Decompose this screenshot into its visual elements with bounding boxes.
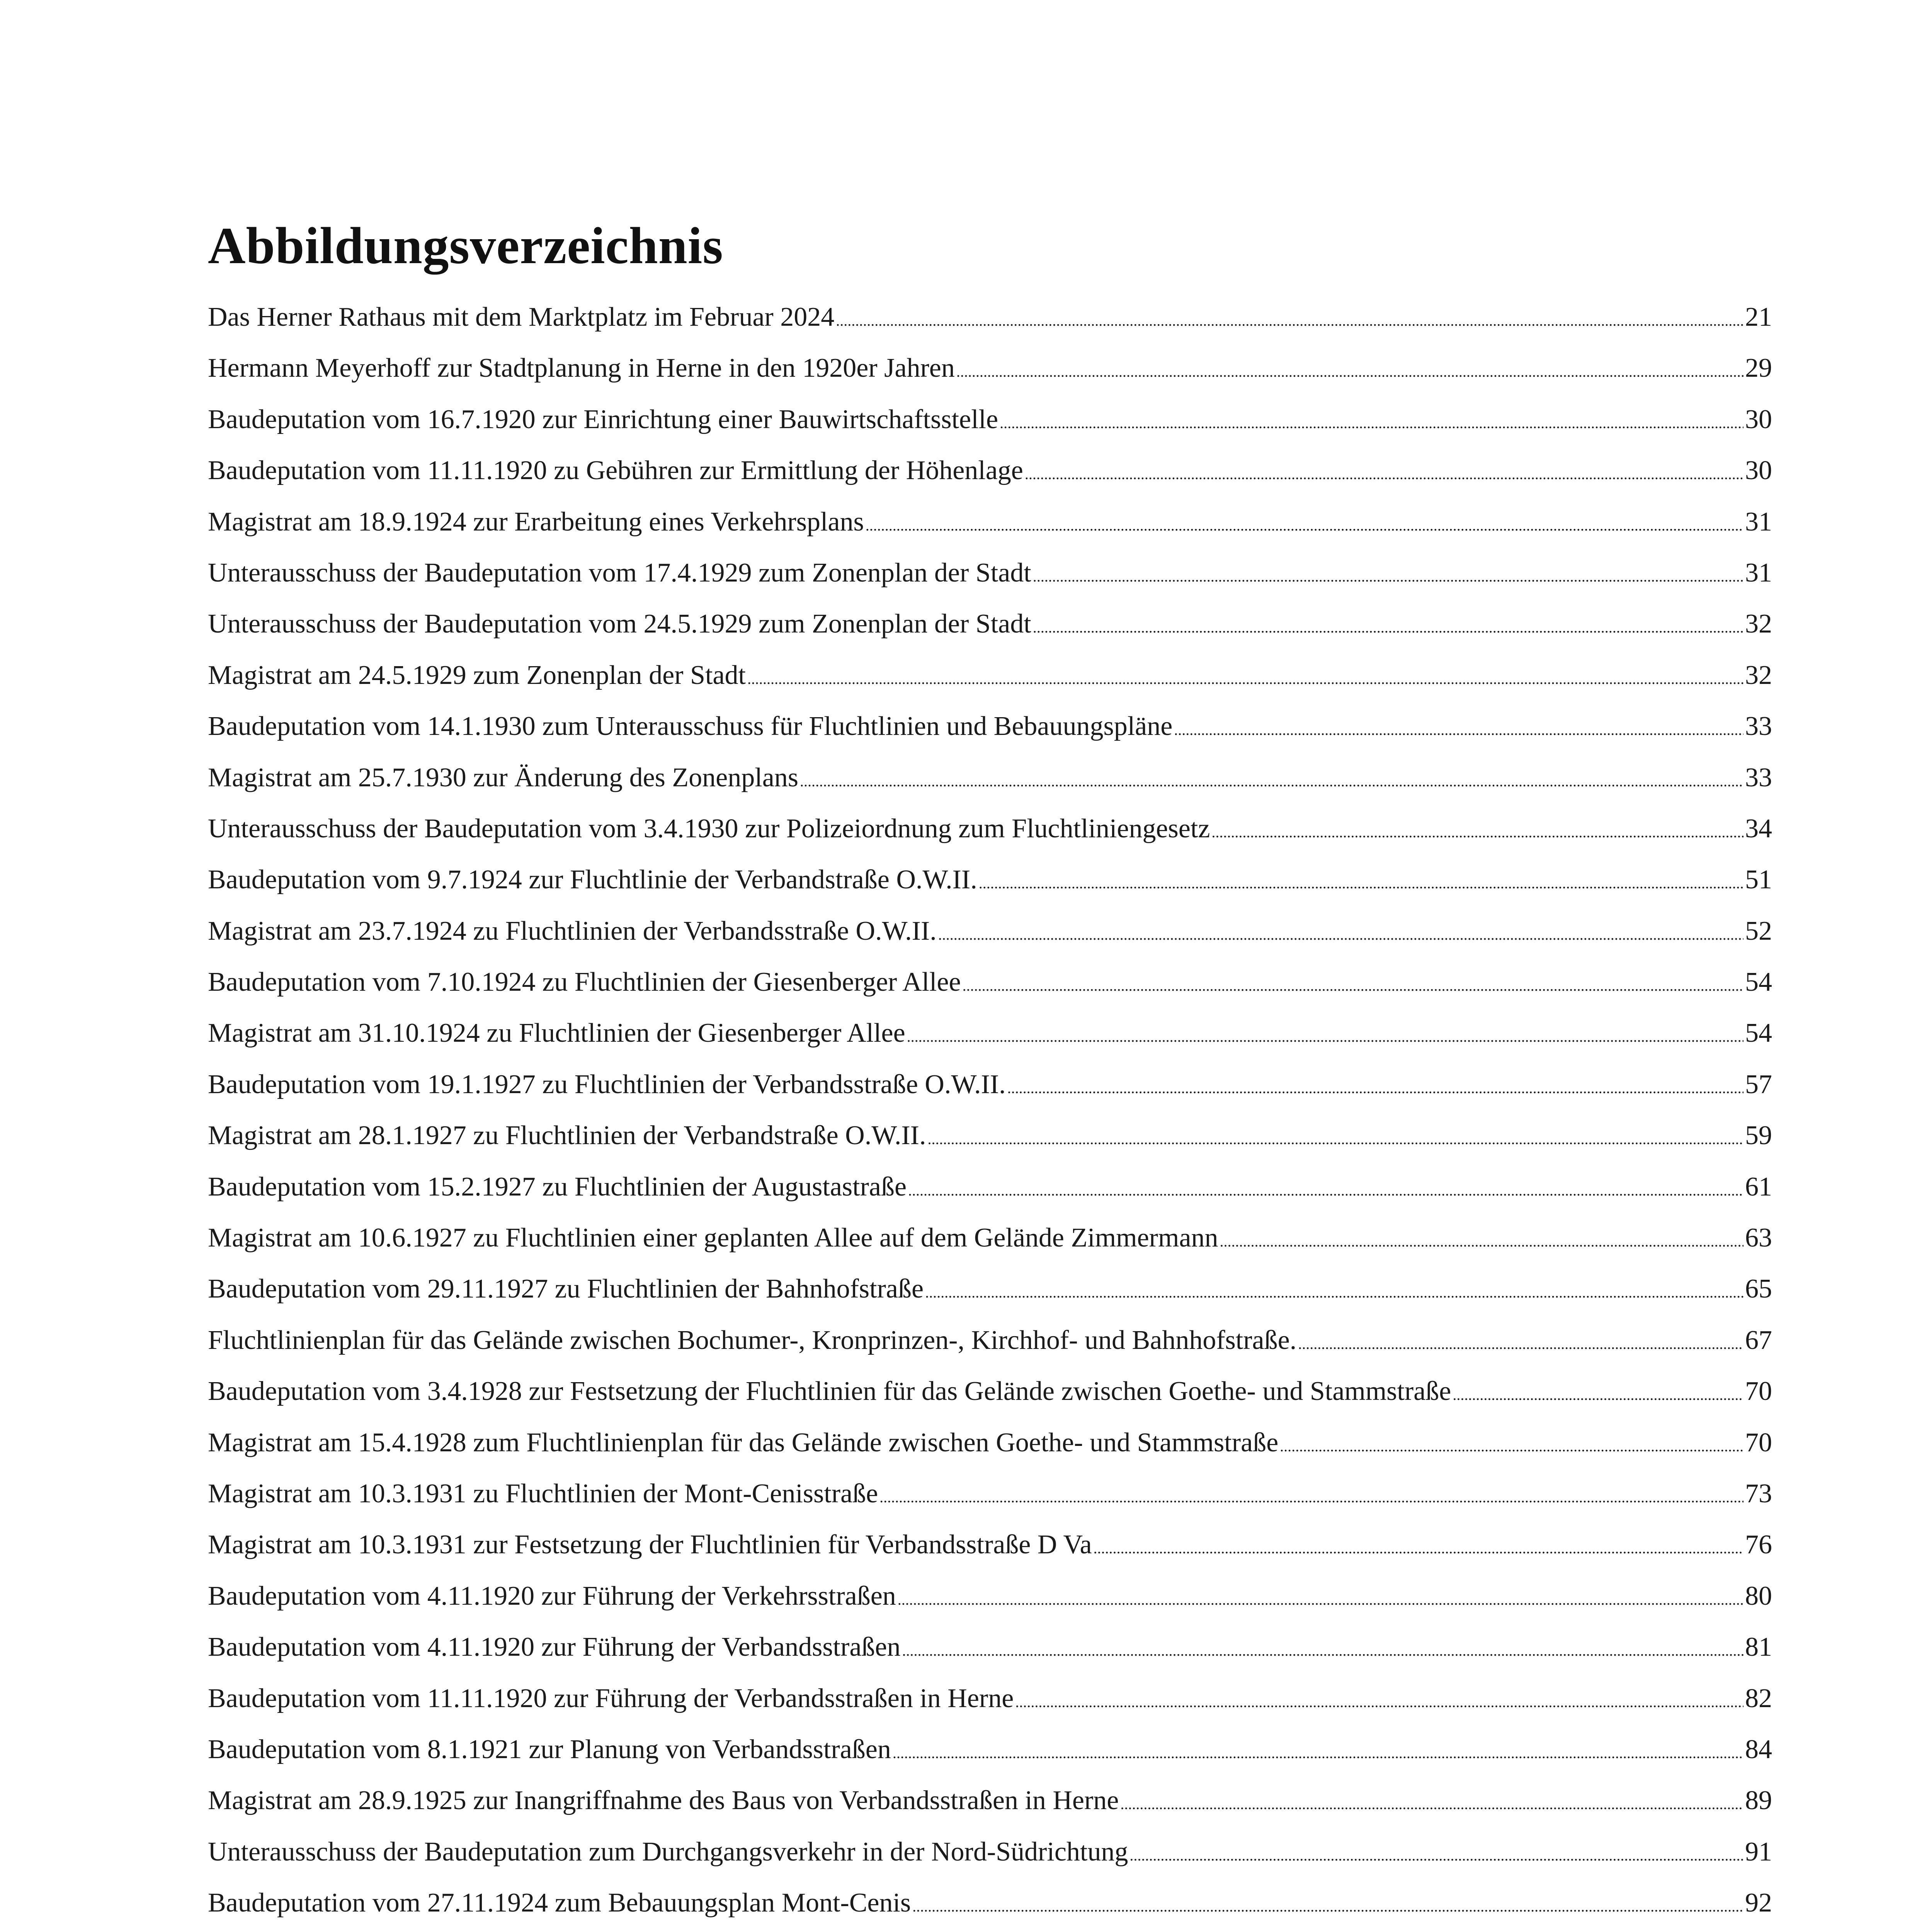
page-number: 91 — [1745, 1837, 1772, 1867]
figure-list-entry[interactable] — [208, 1366, 1772, 1417]
dot-leader — [1094, 1541, 1744, 1556]
dot-leader — [1453, 1387, 1744, 1403]
figure-caption: Baudeputation vom 4.11.1920 zur Führung der Verbandsstraßen — [208, 1632, 901, 1662]
page-number: 73 — [1745, 1478, 1772, 1509]
dot-leader — [1129, 1848, 1744, 1863]
dot-leader — [979, 876, 1744, 891]
figure-caption: Magistrat am 10.6.1927 zu Fluchtlinien einer geplanten Allee auf dem Gelände Zimmermann — [208, 1223, 1218, 1253]
figure-list-entry[interactable] — [208, 906, 1772, 957]
figure-list-entry[interactable] — [208, 854, 1772, 905]
figure-list-entry[interactable] — [208, 1878, 1772, 1929]
figure-caption: Baudeputation vom 11.11.1920 zur Führung der Verbandsstraßen in Herne — [208, 1683, 1014, 1713]
page-number: 84 — [1745, 1734, 1772, 1764]
dot-leader — [1015, 1694, 1744, 1710]
figure-caption: Baudeputation vom 11.11.1920 zu Gebühren zur Ermittlung der Höhenlage — [208, 456, 1023, 486]
figure-list-entry[interactable] — [208, 445, 1772, 496]
figure-list-entry[interactable] — [208, 1008, 1772, 1059]
figure-caption: Magistrat am 18.9.1924 zur Erarbeitung eines Verkehrsplans — [208, 507, 864, 537]
figure-list-entry[interactable] — [208, 650, 1772, 701]
page-number — [1745, 1929, 1772, 1932]
dot-leader — [800, 774, 1744, 789]
dot-leader — [893, 1745, 1744, 1761]
dot-leader — [1280, 1439, 1744, 1454]
page-number: 33 — [1745, 762, 1772, 793]
figure-caption: Unterausschuss der Baudeputation vom 24.5.1929 zum Zonenplan der Stadt — [208, 609, 1031, 639]
figure-list-entry[interactable] — [208, 803, 1772, 854]
figure-caption: Magistrat am 28.9.1925 zur Inangriffnahme des Baus von Verbandsstraßen in Herne — [208, 1786, 1119, 1816]
figure-list-entry[interactable] — [208, 1417, 1772, 1468]
dot-leader — [747, 671, 1744, 687]
figure-list-entry[interactable] — [208, 1724, 1772, 1775]
dot-leader — [1211, 825, 1744, 840]
page-number: 65 — [1745, 1274, 1772, 1304]
page-number: 81 — [1745, 1632, 1772, 1662]
figure-list-entry[interactable] — [208, 1827, 1772, 1878]
page-number: 34 — [1745, 813, 1772, 844]
figure-caption: Magistrat am 31.10.1924 zu Fluchtlinien der Giesenberger Allee — [208, 1018, 905, 1048]
dot-leader — [1007, 1080, 1744, 1096]
dot-leader — [963, 978, 1744, 993]
page-number: 52 — [1745, 916, 1772, 946]
dot-leader — [1174, 722, 1744, 738]
dot-leader — [1220, 1234, 1744, 1249]
figure-list-entry[interactable] — [208, 394, 1772, 445]
figure-caption: Das Herner Rathaus mit dem Marktplatz im Februar 2024 — [208, 302, 835, 332]
figure-caption: Magistrat am 25.7.1930 zur Änderung des Zonenplans — [208, 762, 799, 793]
figure-list-entry[interactable] — [208, 548, 1772, 599]
figure-caption: Magistrat am 24.5.1929 zum Zonenplan der Stadt — [208, 660, 746, 690]
figure-list-entry[interactable] — [208, 957, 1772, 1008]
figure-caption: Magistrat am 10.3.1931 zur Festsetzung der Fluchtlinien für Verbandsstraße D Va — [208, 1530, 1092, 1560]
figure-list-entry[interactable] — [208, 1213, 1772, 1264]
page-number: 30 — [1745, 404, 1772, 434]
figure-list-entry[interactable] — [208, 1468, 1772, 1519]
figure-caption: Baudeputation vom 9.7.1924 zur Fluchtlinie der Verbandstraße O.W.II. — [208, 865, 977, 895]
dot-leader — [898, 1592, 1744, 1607]
figure-caption: Baudeputation vom 4.11.1920 zur Führung der Verkehrsstraßen — [208, 1581, 896, 1611]
figure-caption: Unterausschuss der Baudeputation zum Durchgangsverkehr in der Nord-Südrichtung — [208, 1837, 1128, 1867]
page-number: 61 — [1745, 1172, 1772, 1202]
figure-caption: Baudeputation vom 19.1.1927 zu Fluchtlinien der Verbandsstraße O.W.II. — [208, 1069, 1006, 1099]
dot-leader — [1033, 620, 1744, 635]
page-number: 54 — [1745, 1018, 1772, 1048]
dot-leader — [907, 1029, 1744, 1044]
dot-leader — [1298, 1336, 1744, 1352]
figure-caption: Magistrat am 10.3.1931 zu Fluchtlinien der Mont-Cenisstraße — [208, 1478, 878, 1509]
figure-caption: Baudeputation vom 8.1.1921 zur Planung von Verbandsstraßen — [208, 1734, 891, 1764]
page-number: 92 — [1745, 1888, 1772, 1918]
figure-caption — [208, 1929, 1129, 1932]
page-number: 32 — [1745, 609, 1772, 639]
figure-caption: Baudeputation vom 27.11.1924 zum Bebauungsplan Mont-Cenis — [208, 1888, 911, 1918]
page-number: 89 — [1745, 1786, 1772, 1816]
dot-leader — [879, 1490, 1744, 1505]
figure-list-entry[interactable] — [208, 497, 1772, 548]
dot-leader — [908, 1183, 1744, 1198]
dot-leader — [1120, 1796, 1744, 1812]
figure-list-entry[interactable] — [208, 292, 1772, 343]
figure-caption: Baudeputation vom 14.1.1930 zum Unterausschuss für Fluchtlinien und Bebauungspläne — [208, 711, 1173, 742]
page-number: 70 — [1745, 1427, 1772, 1458]
dot-leader — [928, 1131, 1744, 1147]
figure-caption: Baudeputation vom 15.2.1927 zu Fluchtlinien der Augustastraße — [208, 1172, 907, 1202]
page-number: 31 — [1745, 507, 1772, 537]
dot-leader — [925, 1285, 1744, 1300]
page-number: 70 — [1745, 1376, 1772, 1406]
page-number: 29 — [1745, 353, 1772, 383]
figure-caption: Hermann Meyerhoff zur Stadtplanung in Herne in den 1920er Jahren — [208, 353, 955, 383]
dot-leader — [902, 1643, 1744, 1658]
dot-leader — [938, 927, 1744, 942]
figure-caption: Fluchtlinienplan für das Gelände zwischen Bochumer-, Kronprinzen-, Kirchhof- und Bahnhofstraße. — [208, 1325, 1297, 1355]
figure-caption: Baudeputation vom 16.7.1920 zur Einrichtung einer Bauwirtschaftsstelle — [208, 404, 998, 434]
page-number: 21 — [1745, 302, 1772, 332]
figure-list-entry[interactable] — [208, 1622, 1772, 1673]
page-number: 54 — [1745, 967, 1772, 997]
page-number: 33 — [1745, 711, 1772, 742]
page-number: 51 — [1745, 865, 1772, 895]
page-number: 67 — [1745, 1325, 1772, 1355]
figure-caption: Baudeputation vom 3.4.1928 zur Festsetzung der Fluchtlinien für das Gelände zwischen Goethe- und Stammstraße — [208, 1376, 1451, 1406]
dot-leader — [912, 1899, 1744, 1914]
figure-list-entry[interactable] — [208, 1519, 1772, 1570]
dot-leader — [1000, 415, 1744, 431]
page-number: 76 — [1745, 1530, 1772, 1560]
page-number: 30 — [1745, 456, 1772, 486]
figure-list-entry[interactable] — [208, 1315, 1772, 1366]
page-title: Abbildungsverzeichnis — [208, 217, 723, 275]
page-number: 80 — [1745, 1581, 1772, 1611]
figure-list-entry[interactable] — [208, 1673, 1772, 1724]
figure-caption: Unterausschuss der Baudeputation vom 3.4.1930 zur Polizeiordnung zum Fluchtliniengesetz — [208, 813, 1210, 844]
dot-leader — [956, 364, 1744, 379]
figure-caption: Magistrat am 23.7.1924 zu Fluchtlinien der Verbandsstraße O.W.II. — [208, 916, 937, 946]
page-number: 32 — [1745, 660, 1772, 690]
figure-caption: Baudeputation vom 7.10.1924 zu Fluchtlinien der Giesenberger Allee — [208, 967, 961, 997]
document-page — [208, 0, 1772, 1932]
dot-leader — [836, 313, 1744, 328]
figure-list-entry[interactable] — [208, 1110, 1772, 1161]
figure-list-entry[interactable] — [208, 1264, 1772, 1315]
page-number: 31 — [1745, 558, 1772, 588]
figure-list-entry[interactable] — [208, 1775, 1772, 1826]
figure-caption: Baudeputation vom 29.11.1927 zu Fluchtlinien der Bahnhofstraße — [208, 1274, 924, 1304]
figure-list-entry[interactable] — [208, 701, 1772, 752]
figure-list-entry[interactable] — [208, 752, 1772, 803]
page-number: 59 — [1745, 1121, 1772, 1151]
figure-list — [208, 292, 1772, 1932]
page-number: 63 — [1745, 1223, 1772, 1253]
page-number: 82 — [1745, 1683, 1772, 1713]
figure-list-entry[interactable] — [208, 1059, 1772, 1110]
figure-caption: Magistrat am 28.1.1927 zu Fluchtlinien der Verbandstraße O.W.II. — [208, 1121, 926, 1151]
figure-list-entry[interactable] — [208, 343, 1772, 394]
figure-caption: Unterausschuss der Baudeputation vom 17.4.1929 zum Zonenplan der Stadt — [208, 558, 1031, 588]
figure-list-entry[interactable] — [208, 1571, 1772, 1622]
dot-leader — [1033, 569, 1744, 584]
dot-leader — [1025, 466, 1744, 482]
figure-list-entry[interactable] — [208, 599, 1772, 650]
figure-caption: Magistrat am 15.4.1928 zum Fluchtlinienplan für das Gelände zwischen Goethe- und Stammstraße — [208, 1427, 1279, 1458]
figure-list-entry[interactable] — [208, 1929, 1772, 1932]
page-number: 57 — [1745, 1069, 1772, 1099]
figure-list-entry[interactable] — [208, 1162, 1772, 1213]
dot-leader — [866, 518, 1744, 533]
